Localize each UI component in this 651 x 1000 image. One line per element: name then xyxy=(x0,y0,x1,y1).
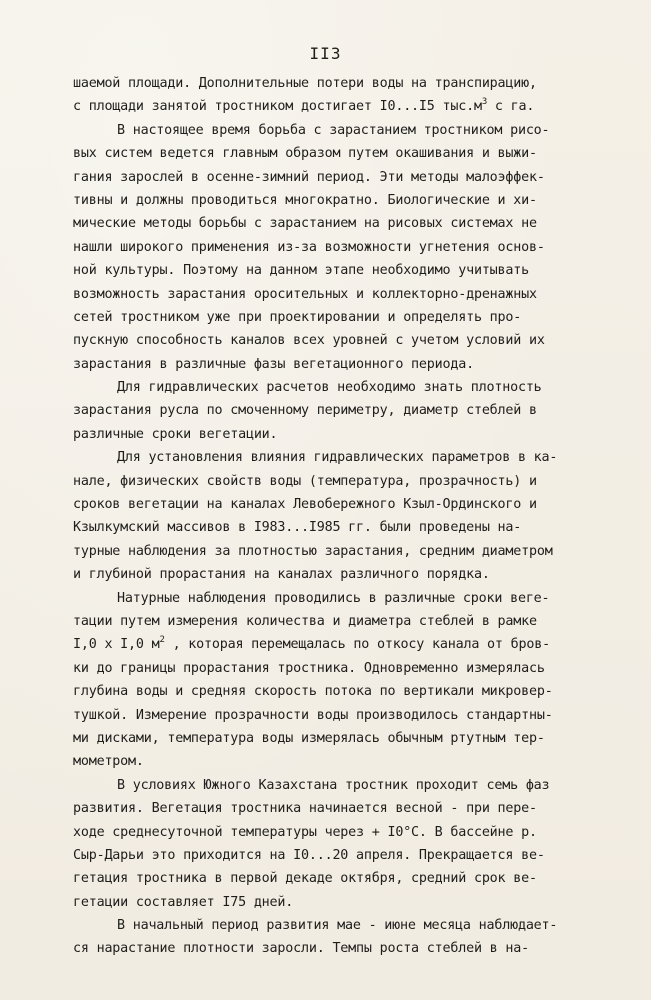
text-line xyxy=(73,633,623,656)
text-line xyxy=(73,657,623,680)
text-line-content: сроков вегетации на каналах Левобережного Кзыл-Ординского и xyxy=(73,497,537,513)
text-line-content: с площади занятой тростником достигает I0...I5 тыс.м xyxy=(73,99,482,115)
text-line-content: Для установления влияния гидравлических параметров в ка- xyxy=(117,450,558,466)
text-line-content: В начальный период развития мае - июне месяца наблюдает- xyxy=(117,918,558,934)
text-line-content: мометром. xyxy=(73,754,144,770)
text-line-content: нашли широкого применения из-за возможности угнетения основ- xyxy=(73,239,545,255)
text-line xyxy=(73,516,623,539)
body-text xyxy=(73,72,623,961)
text-line xyxy=(73,72,623,95)
text-line-content: возможность зарастания оросительных и коллекторно-дренажных xyxy=(73,286,537,302)
text-line xyxy=(73,540,623,563)
text-line xyxy=(73,446,623,469)
text-line-content: В условиях Южного Казахстана тростник проходит семь фаз xyxy=(117,777,550,793)
text-line xyxy=(73,306,623,329)
text-line xyxy=(73,376,623,399)
text-line xyxy=(73,493,623,516)
text-line xyxy=(73,353,623,376)
text-line-content: сетей тростником уже при проектировании и определять про- xyxy=(73,309,522,325)
text-line xyxy=(73,867,623,890)
text-line-content: Сыр-Дарьи это приходится на I0...20 апреля. Прекращается ве- xyxy=(73,847,545,863)
text-line xyxy=(73,119,623,142)
page-number: II3 xyxy=(309,44,342,63)
text-line xyxy=(73,259,623,282)
text-line-content: Для гидравлических расчетов необходимо знать плотность xyxy=(117,380,542,396)
text-line xyxy=(73,563,623,586)
text-line-content: зарастания в различные фазы вегетационного периода. xyxy=(73,356,474,372)
text-line xyxy=(73,189,623,212)
text-line xyxy=(73,680,623,703)
text-line-content: ходе среднесуточной температуры через + I0°C. В бассейне р. xyxy=(73,824,537,840)
text-line-content: ки до границы прорастания тростника. Одновременно измерялась xyxy=(73,660,545,676)
text-line xyxy=(73,610,623,633)
text-line xyxy=(73,95,623,118)
text-line xyxy=(73,236,623,259)
text-line-content: тации путем измерения количества и диаметра стеблей в рамке xyxy=(73,613,537,629)
text-line xyxy=(73,423,623,446)
text-line xyxy=(73,774,623,797)
text-line-content: мические методы борьбы с зарастанием на рисовых системах не xyxy=(73,216,537,232)
text-line-continuation: с га. xyxy=(487,99,535,115)
text-line-content: развития. Вегетация тростника начинается весной - при пере- xyxy=(73,801,537,817)
text-line-content: различные сроки вегетации. xyxy=(73,426,278,442)
text-line-content: Кзылкумский массивов в I983...I985 гг. были проведены на- xyxy=(73,520,522,536)
text-line-content: зарастания русла по смоченному периметру, диаметр стеблей в xyxy=(73,403,537,419)
text-line-content: ми дисками, температура воды измерялась обычным ртутным тер- xyxy=(73,730,545,746)
superscript: 3 xyxy=(481,97,488,108)
text-line-content: глубина воды и средняя скорость потока по вертикали микровер- xyxy=(73,684,553,700)
text-line-content: вых систем ведется главным образом путем окашивания и выжи- xyxy=(73,146,537,162)
text-line xyxy=(73,283,623,306)
text-line-continuation: , которая перемещалась по откосу канала от бров- xyxy=(164,637,550,653)
text-line-content: пускную способность каналов всех уровней с учетом условий их xyxy=(73,333,545,349)
superscript: 2 xyxy=(159,635,165,646)
text-line xyxy=(73,142,623,165)
text-line xyxy=(73,166,623,189)
text-line xyxy=(73,329,623,352)
text-line-content: Натурные наблюдения проводились в различные сроки веге- xyxy=(117,590,550,606)
text-line-content: гания зарослей в осенне-зимний период. Эти методы малоэффек- xyxy=(73,169,545,185)
text-line xyxy=(73,470,623,493)
text-line xyxy=(73,821,623,844)
text-line xyxy=(73,797,623,820)
text-line xyxy=(73,914,623,937)
text-line-content: шаемой площади. Дополнительные потери воды на транспирацию, xyxy=(73,76,537,91)
text-line-content: тушкой. Измерение прозрачности воды производилось стандартны- xyxy=(73,707,553,723)
text-line xyxy=(73,587,623,610)
text-line xyxy=(73,727,623,750)
text-line xyxy=(73,844,623,867)
text-line xyxy=(73,891,623,914)
text-line-content: В настоящее время борьба с зарастанием тростником рисо- xyxy=(117,122,550,138)
text-line xyxy=(73,399,623,422)
text-line-content: турные наблюдения за плотностью зарастания, средним диаметром xyxy=(73,543,553,559)
text-line-content: ной культуры. Поэтому на данном этапе необходимо учитывать xyxy=(73,263,529,279)
text-line xyxy=(73,704,623,727)
text-line-content: нале, физических свойств воды (температура, прозрачность) и xyxy=(73,473,537,489)
text-line-content: гетации составляет I75 дней. xyxy=(73,894,294,910)
text-line-content: тивны и должны проводиться многократно. Биологические и хи- xyxy=(73,192,537,208)
text-line xyxy=(73,212,623,235)
text-line-content: ся нарастание плотности заросли. Темпы роста стеблей в на- xyxy=(73,941,529,957)
text-line-content: I,0 х I,0 м xyxy=(73,637,160,653)
text-line xyxy=(73,750,623,773)
text-line xyxy=(73,937,623,960)
text-line-content: и глубиной прорастания на каналах различного порядка. xyxy=(73,567,490,583)
text-line-content: гетация тростника в первой декаде октября, средний срок ве- xyxy=(73,871,537,887)
